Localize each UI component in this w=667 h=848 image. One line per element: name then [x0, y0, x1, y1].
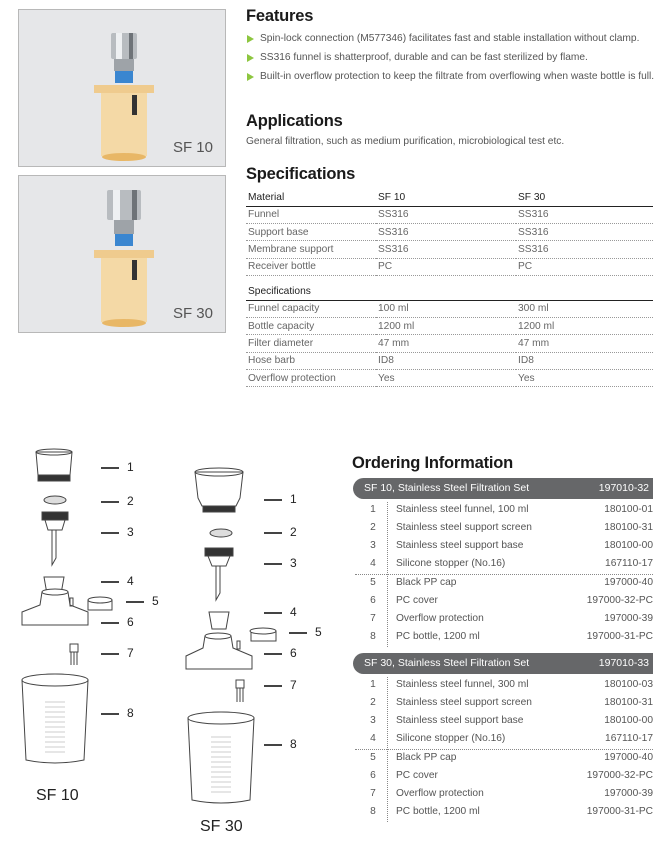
cell: Hose barb	[246, 352, 376, 369]
callout-6: 6	[101, 615, 134, 629]
list-item: 2 Stainless steel support screen 180100-31	[370, 697, 653, 708]
cover-part	[22, 592, 88, 625]
cell: SS316	[516, 206, 653, 223]
list-item: 8 PC bottle, 1200 ml 197000-31-PC	[370, 806, 653, 817]
list-item: 7 Overflow protection 197000-39	[370, 788, 653, 799]
set-name: SF 10, Stainless Steel Filtration Set	[364, 482, 530, 494]
cell: 47 mm	[516, 335, 653, 352]
applications-heading: Applications	[246, 112, 343, 130]
triangle-bullet-icon	[247, 54, 254, 62]
product-photo-sf30	[18, 175, 226, 333]
diagram-label-sf30: SF 30	[200, 818, 243, 835]
base-part	[42, 512, 68, 520]
list-item: 2 Stainless steel support screen 180100-31	[370, 522, 653, 533]
funnel-ring	[38, 475, 70, 481]
table-row	[246, 318, 653, 335]
feature-item: SS316 funnel is shatterproof, durable and can be fast sterilized by flame.	[246, 51, 656, 65]
table-row	[246, 224, 653, 241]
table-row	[246, 258, 653, 275]
table-row	[246, 300, 653, 317]
sf10-diagram	[22, 449, 112, 763]
photo-label: SF 30	[172, 305, 213, 322]
features-list	[246, 32, 656, 89]
triangle-bullet-icon	[247, 73, 254, 81]
triangle-bullet-icon	[247, 35, 254, 43]
cell: Yes	[376, 369, 516, 386]
table-row	[246, 241, 653, 258]
list-item: 3 Stainless steel support base 180100-00	[370, 540, 653, 551]
cell: SS316	[376, 241, 516, 258]
list-item: 5 Black PP cap 197000-40	[370, 752, 653, 763]
list-item: 3 Stainless steel support base 180100-00	[370, 715, 653, 726]
cell: Receiver bottle	[246, 258, 376, 275]
list-item: 4 Silicone stopper (No.16) 167110-17	[370, 558, 653, 569]
cell: Filter diameter	[246, 335, 376, 352]
list-item: 6 PC cover 197000-32-PC	[370, 770, 653, 781]
callout-7: 7	[264, 678, 297, 692]
table-row	[246, 335, 653, 352]
callout-4: 4	[101, 574, 134, 588]
material-table	[246, 189, 653, 276]
cell: SS316	[516, 224, 653, 241]
feature-item: Built-in overflow protection to keep the filtrate from overflowing when waste bottle is full.	[246, 70, 656, 84]
cell: SS316	[376, 224, 516, 241]
callout-1: 1	[101, 460, 134, 474]
cell: Support base	[246, 224, 376, 241]
features-heading: Features	[246, 7, 314, 25]
cell: Membrane support	[246, 241, 376, 258]
cell: PC	[516, 258, 653, 275]
applications-text: General filtration, such as medium purification, microbiological test etc.	[246, 136, 565, 147]
cell: SS316	[516, 241, 653, 258]
spec-table	[246, 283, 653, 387]
cell: 1200 ml	[516, 318, 653, 335]
photo-label: SF 10	[172, 139, 213, 156]
cell: Overflow protection	[246, 369, 376, 386]
screen-part	[210, 529, 232, 537]
callout-2: 2	[264, 525, 297, 539]
cell: PC	[376, 258, 516, 275]
set-name: SF 30, Stainless Steel Filtration Set	[364, 657, 530, 669]
cover-part	[186, 636, 252, 669]
table-row	[246, 206, 653, 223]
cell: Funnel capacity	[246, 300, 376, 317]
set-header-sf30	[353, 653, 653, 674]
bottle-part	[188, 712, 254, 803]
funnel-ring	[203, 506, 235, 512]
table-row	[246, 369, 653, 386]
cell: ID8	[376, 352, 516, 369]
column-header: SF 30	[516, 189, 653, 206]
cell: 300 ml	[516, 300, 653, 317]
cell: 47 mm	[376, 335, 516, 352]
list-item: 8 PC bottle, 1200 ml 197000-31-PC	[370, 631, 653, 642]
cell: Funnel	[246, 206, 376, 223]
cell: Yes	[516, 369, 653, 386]
column-header: Specifications	[246, 283, 653, 300]
list-item: 1 Stainless steel funnel, 300 ml 180100-03	[370, 679, 653, 690]
column-header: SF 10	[376, 189, 516, 206]
set-header-sf10	[353, 478, 653, 499]
callout-8: 8	[101, 706, 134, 720]
cell: SS316	[376, 206, 516, 223]
set-code: 197010-33	[598, 657, 649, 669]
callout-4: 4	[264, 605, 297, 619]
overflow-part	[70, 644, 78, 652]
ordering-heading: Ordering Information	[352, 454, 514, 472]
set-code: 197010-32	[598, 482, 649, 494]
cell: Bottle capacity	[246, 318, 376, 335]
list-item: 4 Silicone stopper (No.16) 167110-17	[370, 733, 653, 744]
product-photo-sf10	[18, 9, 226, 167]
list-item: 6 PC cover 197000-32-PC	[370, 595, 653, 606]
cell: 1200 ml	[376, 318, 516, 335]
table-header-row	[246, 283, 653, 300]
callout-1: 1	[264, 492, 297, 506]
stopper-part	[209, 612, 229, 629]
list-item: 1 Stainless steel funnel, 100 ml 180100-01	[370, 504, 653, 515]
callout-3: 3	[264, 556, 297, 570]
table-header-row	[246, 189, 653, 206]
specifications-heading: Specifications	[246, 165, 356, 183]
callout-2: 2	[101, 494, 134, 508]
callout-5: 5	[289, 625, 322, 639]
list-item: 5 Black PP cap 197000-40	[370, 577, 653, 588]
table-row	[246, 352, 653, 369]
screen-part	[44, 496, 66, 504]
column-header: Material	[246, 189, 376, 206]
funnel-part	[195, 472, 243, 506]
callout-3: 3	[101, 525, 134, 539]
diagram-label-sf10: SF 10	[36, 787, 79, 804]
callout-8: 8	[264, 737, 297, 751]
feature-item: Spin-lock connection (M577346) facilitates fast and stable installation without clamp.	[246, 32, 656, 46]
base-part	[205, 548, 233, 556]
callout-7: 7	[101, 646, 134, 660]
callout-6: 6	[264, 646, 297, 660]
bottle-part	[22, 674, 88, 763]
callout-5: 5	[126, 594, 159, 608]
sf30-diagram	[186, 468, 276, 803]
set-items-sf10	[355, 502, 653, 647]
set-items-sf30	[355, 677, 653, 822]
cell: ID8	[516, 352, 653, 369]
list-item: 7 Overflow protection 197000-39	[370, 613, 653, 624]
cell: 100 ml	[376, 300, 516, 317]
overflow-part	[236, 680, 244, 688]
